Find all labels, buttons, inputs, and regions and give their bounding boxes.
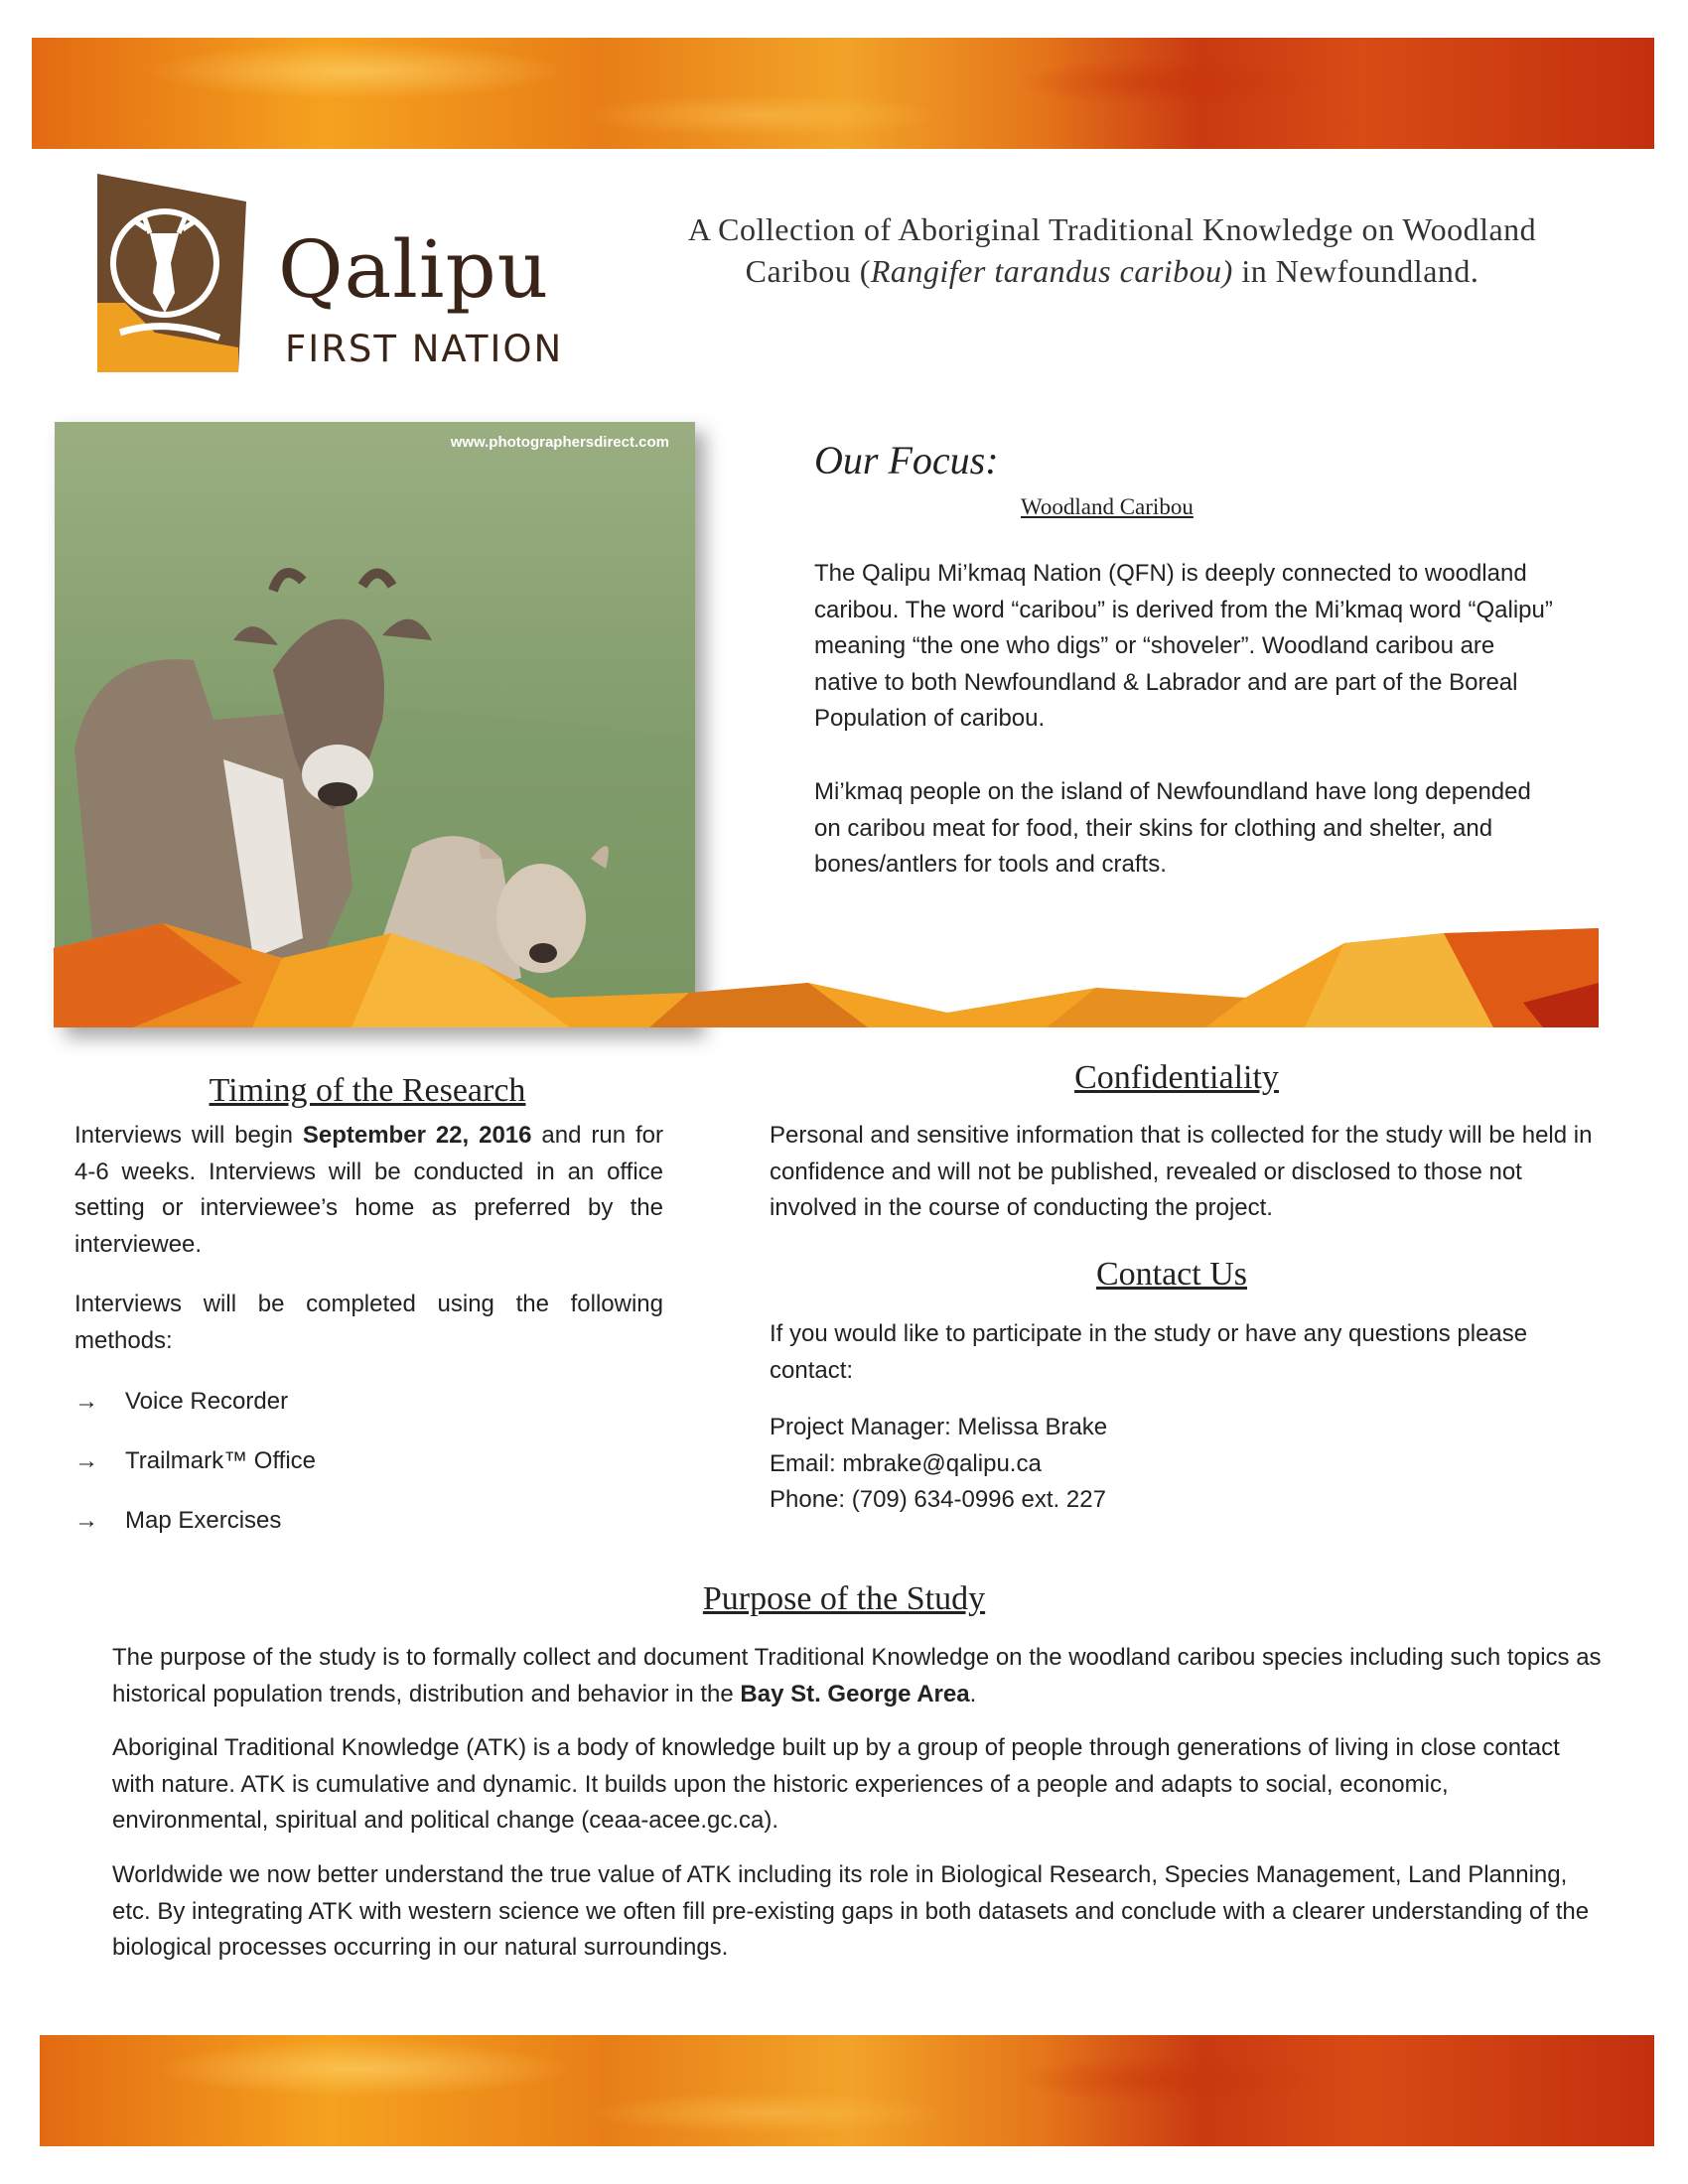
title-line-1: A Collection of Aboriginal Traditional Knowledge on Woodland — [687, 211, 1537, 247]
contact-email[interactable]: Email: mbrake@qalipu.ca — [770, 1449, 1042, 1477]
focus-heading: Our Focus: — [814, 438, 999, 482]
photo-credit: www.photographersdirect.com — [450, 434, 669, 451]
purpose-paragraph-2: Aboriginal Traditional Knowledge (ATK) is a body of knowledge built up by a group of people through generations of living in close contact with nature. ATK is cumulative and dynamic. It builds upon the historic experiences of a people and adapts to social, economic, environmental, spiritual and political change (ceaa-acee.gc.ca). — [112, 1734, 1560, 1834]
arrow-right-icon: → — [74, 1447, 98, 1474]
contact-details — [770, 1410, 1564, 1519]
method-item — [74, 1443, 591, 1479]
logo-wordmark: Qalipu — [278, 223, 550, 316]
purpose-heading: Purpose of the Study — [702, 1580, 986, 1617]
focus-subheading: Woodland Caribou — [1021, 494, 1194, 519]
confidentiality-heading: Confidentiality — [1074, 1059, 1279, 1096]
method-item — [74, 1503, 591, 1539]
purpose-paragraph-1: The purpose of the study is to formally collect and document Traditional Knowledge on the woodland caribou species including such topics as historical population trends, distribution and behavior in the Bay St. George Area. — [112, 1644, 1602, 1707]
timing-paragraph-2: Interviews will be completed using the following methods: — [74, 1291, 663, 1354]
timing-heading: Timing of the Research — [209, 1072, 526, 1109]
timing-paragraph-1: Interviews will begin September 22, 2016 and run for 4-6 weeks. Interviews will be conducted in an office setting or interviewee’s home as preferred by the interviewee. — [74, 1122, 663, 1258]
focus-paragraph-2: Mi’kmaq people on the island of Newfoundland have long depended on caribou meat for food, their skins for clothing and shelter, and bones/antlers for tools and crafts. — [814, 778, 1531, 878]
arrow-right-icon: → — [74, 1507, 98, 1534]
method-label: Map Exercises — [125, 1507, 282, 1534]
top-banner — [32, 38, 1654, 149]
arrow-right-icon: → — [74, 1388, 98, 1415]
document-title — [635, 208, 1589, 292]
title-line-2: Caribou (Rangifer tarandus caribou) in Newfoundland. — [745, 253, 1479, 289]
confidentiality-text: Personal and sensitive information that is collected for the study will be held in confidence and will not be published, revealed or disclosed to those not involved in the course of conducting the project. — [770, 1122, 1593, 1221]
method-label: Voice Recorder — [125, 1388, 289, 1415]
logo-subtitle: FIRST NATION — [285, 328, 564, 370]
project-manager: Project Manager: Melissa Brake — [770, 1414, 1108, 1440]
contact-heading: Contact Us — [1095, 1256, 1248, 1293]
mountain-ribbon — [54, 923, 1599, 1027]
focus-paragraph-1: The Qalipu Mi’kmaq Nation (QFN) is deeply connected to woodland caribou. The word “caribou” is derived from the Mi’kmaq word “Qalipu” meaning “the one who digs” or “shoveler”. Woodland caribou are native to both Newfoundland & Labrador and are part of the Boreal Population of caribou. — [814, 560, 1553, 732]
method-label: Trailmark™ Office — [125, 1447, 317, 1474]
qalipu-logo-mark — [95, 174, 254, 377]
purpose-paragraph-3: Worldwide we now better understand the true value of ATK including its role in Biological Research, Species Management, Land Planning, etc. By integrating ATK with western science we often fill pre-existing gaps in both datasets and conclude with a clearer understanding of the biological processes occurring in our natural surroundings. — [112, 1861, 1590, 1961]
contact-phone: Phone: (709) 634-0996 ext. 227 — [770, 1486, 1106, 1513]
bottom-banner — [40, 2035, 1654, 2146]
method-item — [74, 1384, 591, 1420]
contact-text: If you would like to participate in the study or have any questions please contact: — [770, 1320, 1528, 1384]
